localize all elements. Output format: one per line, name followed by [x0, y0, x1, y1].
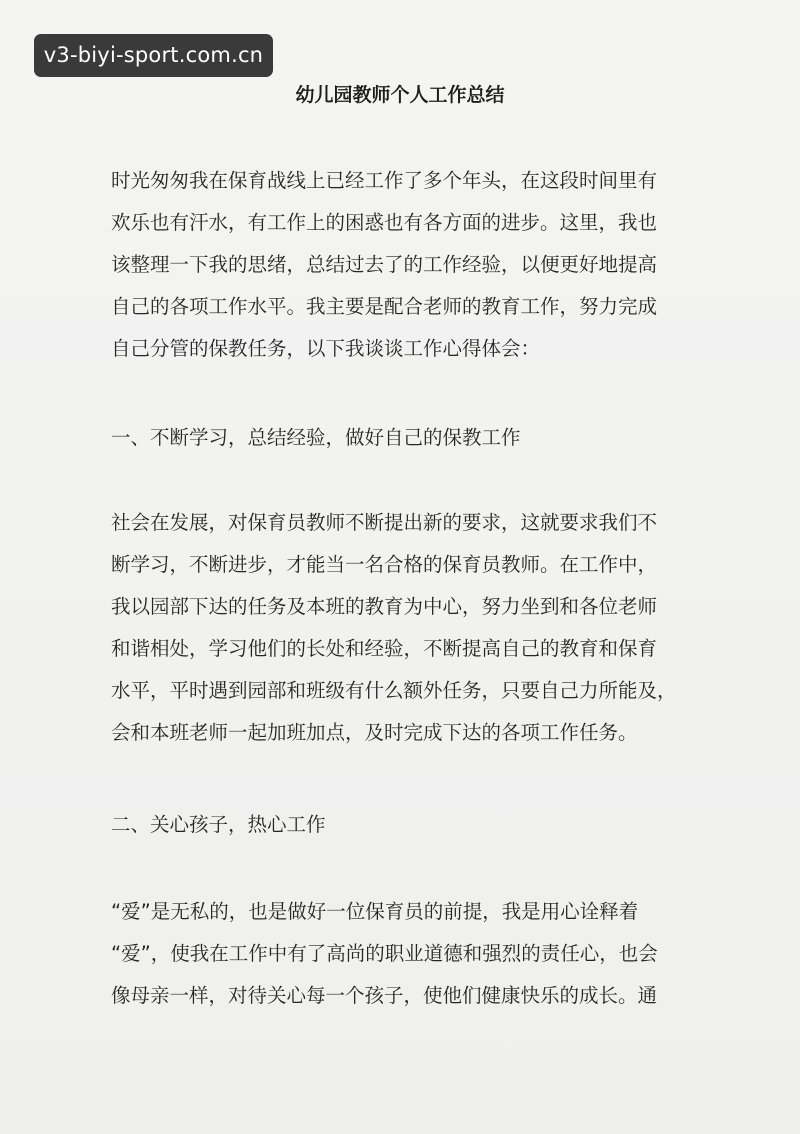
paragraph-line: 自己的各项工作水平。我主要是配合老师的教育工作，努力完成 [111, 295, 658, 318]
paragraph-line: 该整理一下我的思绪，总结过去了的工作经验，以便更好地提高 [111, 253, 658, 276]
paragraph-line: 欢乐也有汗水，有工作上的困惑也有各方面的进步。这里，我也 [111, 211, 658, 234]
paragraph-line: 时光匆匆我在保育战线上已经工作了多个年头，在这段时间里有 [111, 169, 658, 192]
paragraph-line: 像母亲一样，对待关心每一个孩子，使他们健康快乐的成长。通 [111, 984, 658, 1007]
paragraph-line: 水平，平时遇到园部和班级有什么额外任务，只要自己力所能及， [111, 679, 677, 702]
paragraph-line: 我以园部下达的任务及本班的教育为中心，努力坐到和各位老师 [111, 595, 658, 618]
paragraph-line: 和谐相处，学习他们的长处和经验，不断提高自己的教育和保育 [111, 637, 658, 660]
paragraph-line: 自己分管的保教任务，以下我谈谈工作心得体会： [111, 337, 541, 360]
intro-paragraph [111, 160, 689, 370]
paragraph-line: “爱”，使我在工作中有了高尚的职业道德和强烈的责任心，也会 [111, 942, 658, 965]
paragraph-line: “爱”是无私的，也是做好一位保育员的前提，我是用心诠释着 [111, 900, 639, 923]
paragraph-line: 断学习，不断进步，才能当一名合格的保育员教师。在工作中， [111, 553, 658, 576]
section-heading-2 [111, 804, 689, 846]
paragraph-line: 会和本班老师一起加班加点，及时完成下达的各项工作任务。 [111, 721, 638, 744]
section-2-paragraph [111, 891, 689, 1017]
document-title: 幼儿园教师个人工作总结 [295, 84, 505, 106]
section-1-paragraph [111, 502, 689, 754]
heading-line: 一、不断学习，总结经验，做好自己的保教工作 [111, 426, 521, 449]
watermark-badge: v3-biyi-sport.com.cn [34, 34, 273, 77]
paragraph-line: 社会在发展，对保育员教师不断提出新的要求，这就要求我们不 [111, 511, 658, 534]
heading-line: 二、关心孩子，热心工作 [111, 813, 326, 836]
section-heading-1 [111, 417, 689, 459]
